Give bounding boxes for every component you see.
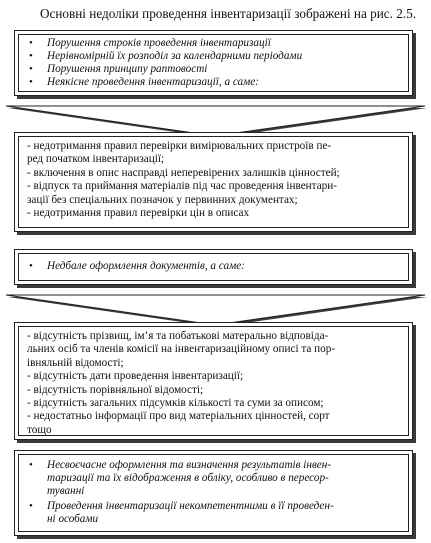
figure-caption: Основні недоліки проведення інвентаризації зображені на рис. 2.5.: [40, 6, 416, 21]
bullet-icon: •: [29, 260, 33, 272]
bullet-icon: •: [29, 37, 33, 49]
text-line: тощо: [27, 423, 52, 436]
box-documentation-details: [14, 322, 413, 440]
list-item-text: Неякісне проведення інвентаризації, а саме:: [47, 76, 259, 88]
box-inventory-violations: [14, 30, 413, 96]
list-item-text: туванні: [47, 485, 85, 497]
list-item: [25, 63, 402, 76]
detail-text: [25, 330, 402, 437]
list-item-text: Недбале оформлення документів, а саме:: [47, 260, 245, 272]
text-line: - відсутність порівняльної відомості;: [27, 383, 204, 396]
bullet-list: [25, 260, 402, 273]
text-line: - включення в опис насправді неперевірених залишків цінностей;: [27, 166, 340, 179]
bullet-icon: •: [29, 459, 33, 471]
box-poor-inventory-details: [14, 132, 413, 232]
list-item: [25, 260, 402, 273]
box-inner-frame: [18, 34, 409, 92]
text-line: - недотримання правил перевірки вимірювальних пристроїв пе-: [27, 140, 332, 152]
list-item-text: Порушення строків проведення інвентаризації: [47, 37, 271, 49]
list-item: [25, 459, 402, 498]
list-item: [25, 76, 402, 89]
list-item-text: Несвоєчасне оформлення та визначення результатів інвен-: [47, 459, 332, 471]
text-line: - недотримання правил перевірки цін в описах: [27, 207, 250, 220]
list-item-text: Проведення інвентаризації некомпетентними в її проведен-: [47, 500, 334, 512]
bullet-icon: •: [29, 76, 33, 88]
list-item: [25, 500, 402, 526]
text-line: - відсутність прізвищ, ім’я та побатькові матерально відповіда-: [27, 330, 329, 342]
detail-text: [25, 140, 402, 220]
box-inner-frame: [18, 253, 409, 281]
text-line: - недостатньо інформації про вид матеріальних цінностей, сорт: [27, 410, 330, 423]
list-item: [25, 50, 402, 63]
box-inner-frame: [18, 136, 409, 228]
text-line: - відсутність загальних підсумків кількості та суми за описом;: [27, 397, 324, 410]
text-line: льних осіб та членів комісії на інвентаризаційному описі та пор-: [27, 343, 336, 356]
bullet-icon: •: [29, 63, 33, 75]
text-line: івняльній відомості;: [27, 356, 124, 369]
text-line: ред початком інвентаризації;: [27, 153, 165, 166]
list-item-text: ні особами: [47, 513, 99, 525]
list-item: [25, 37, 402, 50]
text-line: - відсутність дати проведення інвентаризації;: [27, 370, 244, 383]
list-item-text: таризації та їх відображення в обліку, особливо в пересор-: [47, 472, 329, 484]
bullet-list: [25, 459, 402, 526]
box-careless-documentation: [14, 249, 413, 285]
box-inner-frame: [18, 454, 409, 532]
list-item-text: Порушення принципу раптовості: [47, 63, 208, 75]
bullet-list: [25, 37, 402, 89]
bullet-icon: •: [29, 50, 33, 62]
text-line: зації без спеціальних позначок у первинних документах;: [27, 193, 298, 206]
list-item-text: Нерівномірній їх розподіл за календарними періодами: [47, 50, 303, 62]
box-inner-frame: [18, 326, 409, 436]
bullet-icon: •: [29, 500, 33, 512]
box-late-results-and-incompetence: [14, 450, 413, 536]
text-line: - відпуск та приймання матеріалів під час проведення інвентари-: [27, 180, 337, 193]
